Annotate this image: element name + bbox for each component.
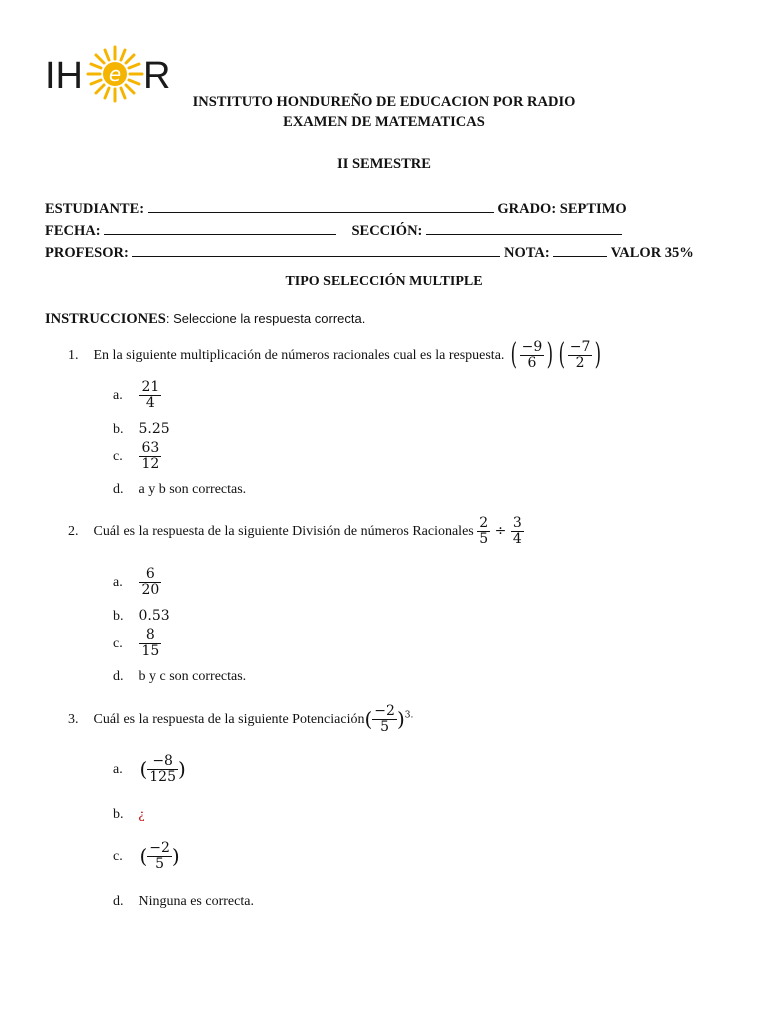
- grade-label: NOTA:: [504, 245, 550, 261]
- question-2-expression: [477, 515, 523, 547]
- student-row: [45, 200, 627, 218]
- option-text: ¿: [138, 807, 145, 822]
- frac-numerator: −7: [569, 339, 591, 355]
- date-label: FECHA:: [45, 223, 101, 239]
- frac-numerator: 8: [139, 628, 161, 644]
- value-text: VALOR 35%: [610, 245, 694, 261]
- student-label: ESTUDIANTE:: [45, 201, 145, 217]
- option-label: c.: [113, 449, 123, 465]
- frac-numerator: 6: [139, 567, 161, 583]
- section-label: SECCIÓN:: [351, 223, 423, 239]
- teacher-label: PROFESOR:: [45, 245, 129, 261]
- logo-text-right: R: [143, 55, 171, 97]
- option-label: c.: [113, 636, 123, 652]
- option-2d[interactable]: [113, 669, 246, 685]
- instructions-label: INSTRUCCIONES: [45, 311, 166, 327]
- logo-text-left: IH: [45, 55, 83, 97]
- question-3: [68, 704, 413, 734]
- question-1-expression: ( $\frac{-9}{6}$ ) ( $\frac{-7}{2}$ ): [510, 337, 602, 373]
- frac-numerator: −9: [521, 339, 543, 355]
- frac-denominator: 6: [527, 354, 537, 371]
- option-text: 5.25: [138, 421, 170, 437]
- frac-numerator: 63: [141, 440, 160, 456]
- instructions: [45, 311, 365, 328]
- frac-numerator: 21: [141, 379, 160, 395]
- option-label: a.: [113, 762, 123, 778]
- frac-denominator: 4: [145, 394, 155, 411]
- instructions-text: Seleccione la respuesta correcta.: [169, 311, 366, 326]
- option-1a[interactable]: [113, 380, 161, 410]
- question-text: En la siguiente multiplicación de números racionales cual es la respuesta.: [93, 348, 505, 364]
- exponent: 3.: [404, 710, 414, 721]
- option-label: c.: [113, 849, 123, 865]
- frac-denominator: 5: [380, 718, 390, 735]
- frac-numerator: 3: [512, 515, 522, 531]
- option-label: b.: [113, 422, 124, 437]
- institution-title: INSTITUTO HONDUREÑO DE EDUCACION POR RADIO: [192, 94, 576, 110]
- option-1c[interactable]: [113, 441, 161, 471]
- frac-denominator: 5: [479, 530, 489, 547]
- option-label: b.: [113, 609, 124, 624]
- logo-sun-letter: e: [108, 62, 122, 86]
- grade-text: GRADO: SEPTIMO: [497, 201, 627, 217]
- option-2a[interactable]: [113, 567, 161, 597]
- date-blank: [104, 222, 336, 235]
- option-3c[interactable]: c. ( $\frac{-2}{5}$ ): [113, 840, 180, 872]
- option-label: d.: [113, 894, 124, 909]
- teacher-blank: [132, 244, 500, 257]
- frac-denominator: 4: [512, 530, 522, 547]
- option-label: d.: [113, 482, 124, 497]
- grade-blank: [553, 244, 607, 257]
- semester-title: II SEMESTRE: [337, 156, 431, 172]
- option-2c[interactable]: [113, 628, 161, 658]
- option-text: b y c son correctas.: [138, 669, 247, 684]
- option-text: Ninguna es correcta.: [138, 894, 254, 909]
- frac-numerator: −2: [149, 840, 170, 856]
- frac-denominator: 125: [149, 768, 176, 785]
- division-operator: ÷: [494, 523, 507, 540]
- frac-numerator: −2: [374, 703, 395, 719]
- option-1d[interactable]: [113, 482, 246, 498]
- exam-title: EXAMEN DE MATEMATICAS: [283, 114, 485, 130]
- teacher-row: [45, 244, 694, 262]
- option-label: d.: [113, 669, 124, 684]
- frac-numerator: 2: [479, 515, 489, 531]
- question-number: 2.: [68, 524, 79, 540]
- option-label: a.: [113, 575, 123, 591]
- date-row: [45, 222, 622, 240]
- frac-denominator: 15: [141, 642, 160, 659]
- question-1: [68, 337, 604, 373]
- option-2b[interactable]: [113, 608, 170, 625]
- question-number: 3.: [68, 712, 79, 728]
- question-text: Cuál es la respuesta de la siguiente Potenciación: [93, 712, 365, 728]
- option-1b[interactable]: [113, 421, 170, 438]
- question-3-expression: ( $\frac{-2}{5}$ )$^{3.}$: [364, 703, 414, 735]
- section-type-title: TIPO SELECCIÓN MULTIPLE: [285, 274, 483, 289]
- logo-sun-icon: [88, 47, 142, 101]
- frac-denominator: 5: [155, 855, 165, 872]
- option-3a[interactable]: a. ( $\frac{-8}{125}$ ): [113, 753, 186, 785]
- frac-denominator: 2: [575, 354, 585, 371]
- frac-denominator: 12: [141, 455, 160, 472]
- question-number: 1.: [68, 348, 79, 364]
- option-3b[interactable]: [113, 807, 145, 823]
- frac-numerator: −8: [147, 754, 178, 770]
- section-blank: [426, 222, 622, 235]
- frac-denominator: 20: [141, 581, 160, 598]
- student-blank: [148, 200, 494, 213]
- option-text: 0.53: [138, 608, 170, 624]
- option-label: b.: [113, 807, 124, 822]
- option-label: a.: [113, 388, 123, 404]
- instructions-colon: :: [165, 311, 170, 326]
- option-text: a y b son correctas.: [138, 482, 247, 497]
- question-text: Cuál es la respuesta de la siguiente División de números Racionales: [93, 524, 474, 540]
- question-2: [68, 516, 524, 546]
- option-3d[interactable]: [113, 894, 254, 910]
